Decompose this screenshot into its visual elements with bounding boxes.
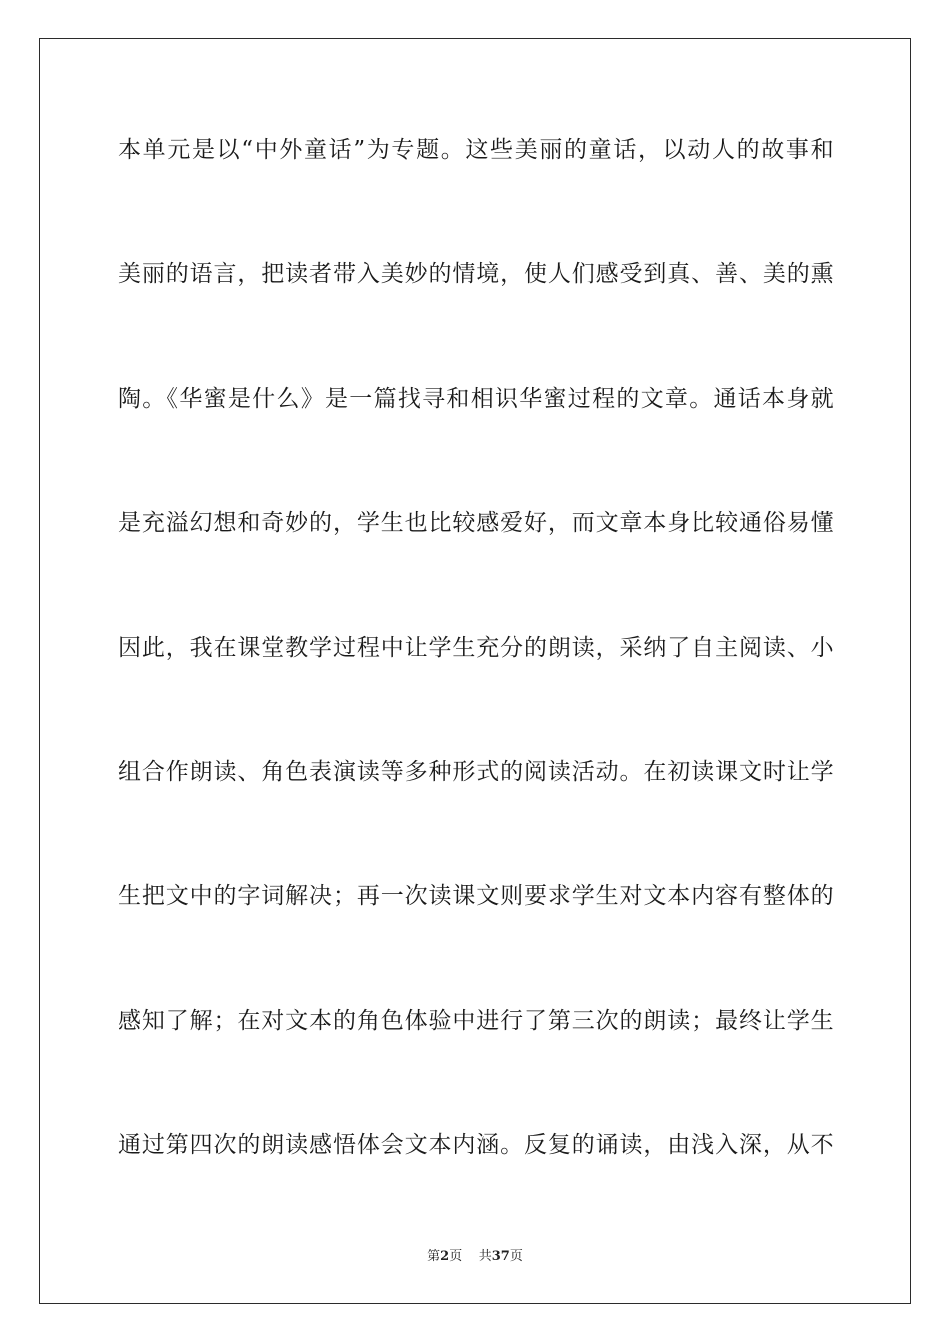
page-border — [39, 38, 911, 1304]
body-line: 是充溢幻想和奇妙的，学生也比较感爱好，而文章本身比较通俗易懂 — [118, 510, 834, 536]
body-line: 美丽的语言，把读者带入美妙的情境，使人们感受到真、善、美的熏 — [118, 261, 834, 287]
body-line: 生把文中的字词解决；再一次读课文则要求学生对文本内容有整体的 — [118, 883, 834, 909]
page-number-label: 第2页 — [427, 1249, 463, 1264]
body-line: 本单元是以“中外童话”为专题。这些美丽的童话，以动人的故事和 — [118, 137, 834, 163]
body-line: 组合作朗读、角色表演读等多种形式的阅读活动。在初读课文时让学 — [118, 759, 834, 785]
body-line: 感知了解；在对文本的角色体验中进行了第三次的朗读；最终让学生 — [118, 1008, 834, 1034]
total-pages-label: 共37页 — [478, 1249, 523, 1264]
body-line: 通过第四次的朗读感悟体会文本内涵。反复的诵读，由浅入深，从不 — [118, 1132, 834, 1158]
page-footer — [0, 1245, 950, 1264]
body-line: 因此，我在课堂教学过程中让学生充分的朗读，采纳了自主阅读、小 — [118, 635, 834, 661]
body-line: 陶。《华蜜是什么》是一篇找寻和相识华蜜过程的文章。通话本身就 — [118, 386, 834, 412]
